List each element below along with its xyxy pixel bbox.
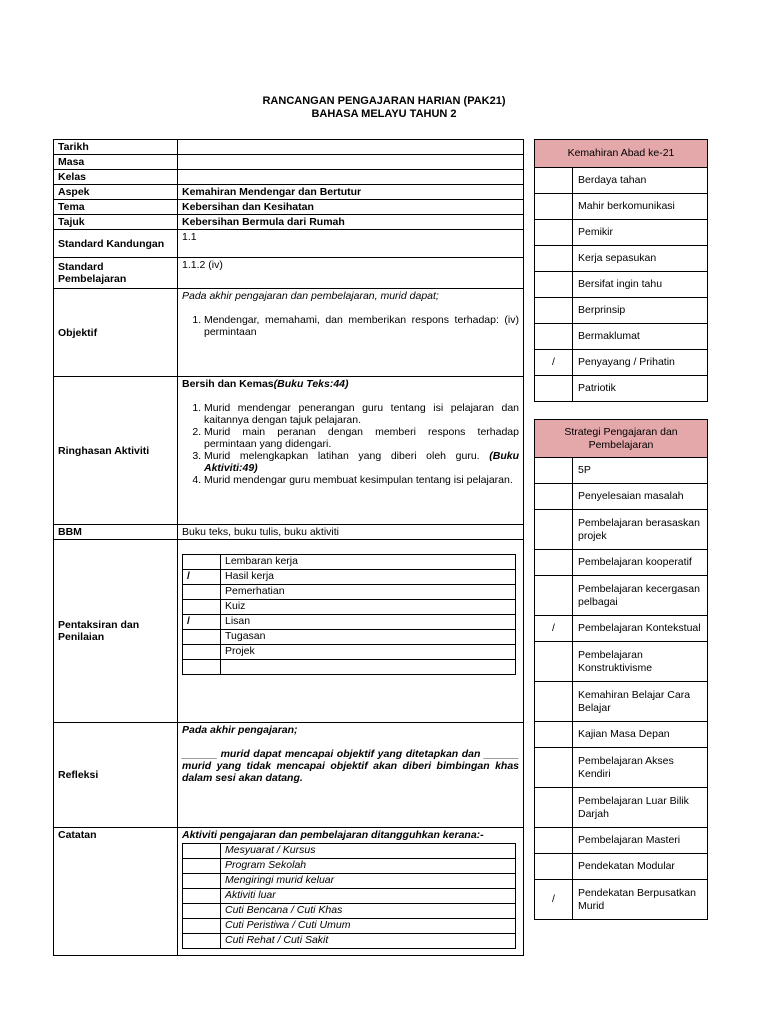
kemahiran-table xyxy=(534,139,708,402)
item-label: Pendekatan Berpusatkan Murid xyxy=(573,880,708,920)
check-mark xyxy=(535,682,573,722)
check-mark xyxy=(535,324,573,350)
check-mark: / xyxy=(183,570,221,585)
item-label: Penyayang / Prihatin xyxy=(573,350,708,376)
item-label: Mesyuarat / Kursus xyxy=(221,844,516,859)
catatan-checklist xyxy=(182,843,516,949)
pentaksiran-checklist xyxy=(182,554,516,675)
check-mark xyxy=(183,600,221,615)
catatan-row xyxy=(183,844,516,859)
check-mark xyxy=(535,376,573,402)
ringkasan-heading xyxy=(182,378,519,390)
standard-kandungan-label: Standard Kandungan xyxy=(54,230,178,258)
catatan-label: Catatan xyxy=(54,828,178,956)
item-label: Pembelajaran Luar Bilik Darjah xyxy=(573,788,708,828)
check-mark: / xyxy=(535,350,573,376)
kemahiran-row xyxy=(535,350,708,376)
kemahiran-header: Kemahiran Abad ke-21 xyxy=(535,140,708,168)
document-title: RANCANGAN PENGAJARAN HARIAN (PAK21) xyxy=(262,95,506,107)
ringkasan-item-ref: (Buku Aktiviti:49) xyxy=(204,450,520,474)
item-label: Pembelajaran Konstruktivisme xyxy=(573,642,708,682)
check-mark xyxy=(535,642,573,682)
tema-value: Kebersihan dan Kesihatan xyxy=(178,200,524,215)
check-mark xyxy=(183,630,221,645)
check-mark xyxy=(535,854,573,880)
check-mark xyxy=(183,919,221,934)
masa-value xyxy=(178,155,524,170)
check-mark xyxy=(535,550,573,576)
check-mark xyxy=(183,904,221,919)
pentaksiran-row xyxy=(183,570,516,585)
item-label: Program Sekolah xyxy=(221,859,516,874)
item-label: Berdaya tahan xyxy=(573,168,708,194)
check-mark xyxy=(183,934,221,949)
check-mark xyxy=(535,748,573,788)
kelas-label: Kelas xyxy=(54,170,178,185)
item-label: 5P xyxy=(573,458,708,484)
strategi-row xyxy=(535,880,708,920)
item-label: Projek xyxy=(221,645,516,660)
item-label: Kuiz xyxy=(221,600,516,615)
strategi-row xyxy=(535,788,708,828)
item-label: Penyelesaian masalah xyxy=(573,484,708,510)
item-label: Bersifat ingin tahu xyxy=(573,272,708,298)
item-label: Pembelajaran kecergasan pelbagai xyxy=(573,576,708,616)
catatan-row xyxy=(183,874,516,889)
check-mark xyxy=(535,246,573,272)
item-label: Kerja sepasukan xyxy=(573,246,708,272)
item-label: Aktiviti luar xyxy=(221,889,516,904)
kemahiran-row xyxy=(535,376,708,402)
catatan-intro: Aktiviti pengajaran dan pembelajaran ditangguhkan kerana:- xyxy=(182,829,484,841)
pentaksiran-row xyxy=(183,615,516,630)
ringkasan-item-text: Murid melengkapkan latihan yang diberi oleh guru. xyxy=(204,450,480,462)
check-mark xyxy=(535,722,573,748)
standard-pembelajaran-value: 1.1.2 (iv) xyxy=(178,258,524,289)
refleksi-label: Refleksi xyxy=(54,723,178,828)
catatan-row xyxy=(183,859,516,874)
pentaksiran-row xyxy=(183,585,516,600)
kemahiran-row xyxy=(535,194,708,220)
check-mark xyxy=(183,555,221,570)
strategi-row xyxy=(535,458,708,484)
bbm-value: Buku teks, buku tulis, buku aktiviti xyxy=(178,525,524,540)
item-label: Tugasan xyxy=(221,630,516,645)
strategi-row xyxy=(535,722,708,748)
ringkasan-content xyxy=(178,377,524,525)
check-mark xyxy=(183,889,221,904)
pentaksiran-content xyxy=(178,540,524,723)
check-mark xyxy=(535,272,573,298)
catatan-row xyxy=(183,934,516,949)
aspek-value: Kemahiran Mendengar dan Bertutur xyxy=(178,185,524,200)
kemahiran-row xyxy=(535,324,708,350)
item-label: Cuti Rehat / Cuti Sakit xyxy=(221,934,516,949)
item-label: Cuti Peristiwa / Cuti Umum xyxy=(221,919,516,934)
check-mark xyxy=(535,788,573,828)
pentaksiran-row xyxy=(183,645,516,660)
check-mark xyxy=(535,828,573,854)
strategi-table xyxy=(534,419,708,920)
item-label: Berprinsip xyxy=(573,298,708,324)
item-label xyxy=(221,660,516,675)
item-label: Lembaran kerja xyxy=(221,555,516,570)
item-label: Kajian Masa Depan xyxy=(573,722,708,748)
strategi-row xyxy=(535,510,708,550)
check-mark xyxy=(535,168,573,194)
ringkasan-item: 2. Murid main peranan dengan memberi respons terhadap permintaan yang didengari. xyxy=(204,426,519,450)
item-label: Pembelajaran Kontekstual xyxy=(573,616,708,642)
strategi-row xyxy=(535,616,708,642)
objektif-list xyxy=(182,314,519,338)
check-mark xyxy=(535,510,573,550)
check-mark: / xyxy=(535,880,573,920)
pentaksiran-row xyxy=(183,555,516,570)
kelas-value xyxy=(178,170,524,185)
kemahiran-row xyxy=(535,246,708,272)
objektif-intro: Pada akhir pengajaran dan pembelajaran, murid dapat; xyxy=(182,290,439,302)
kemahiran-row xyxy=(535,220,708,246)
item-label: Pembelajaran Masteri xyxy=(573,828,708,854)
check-mark xyxy=(535,484,573,510)
strategi-header: Strategi Pengajaran dan Pembelajaran xyxy=(535,420,708,458)
lesson-plan-table xyxy=(53,139,524,956)
item-label: Patriotik xyxy=(573,376,708,402)
standard-kandungan-value: 1.1 xyxy=(178,230,524,258)
ringkasan-item: 4. Murid mendengar guru membuat kesimpulan tentang isi pelajaran. xyxy=(204,474,519,486)
tajuk-value: Kebersihan Bermula dari Rumah xyxy=(178,215,524,230)
ringkasan-list xyxy=(182,402,519,486)
item-label: Pemerhatian xyxy=(221,585,516,600)
check-mark: / xyxy=(535,616,573,642)
check-mark xyxy=(535,298,573,324)
check-mark xyxy=(535,194,573,220)
item-label: Lisan xyxy=(221,615,516,630)
item-label: Pemikir xyxy=(573,220,708,246)
objektif-label: Objektif xyxy=(54,289,178,377)
aspek-label: Aspek xyxy=(54,185,178,200)
ringkasan-item: 1. Murid mendengar penerangan guru tentang isi pelajaran dan kaitannya dengan tajuk pelajaran. xyxy=(204,402,519,426)
refleksi-intro: Pada akhir pengajaran; xyxy=(182,724,298,736)
catatan-content xyxy=(178,828,524,956)
masa-label: Masa xyxy=(54,155,178,170)
strategi-row xyxy=(535,550,708,576)
ringkasan-item xyxy=(204,450,519,474)
catatan-row xyxy=(183,904,516,919)
pentaksiran-row xyxy=(183,630,516,645)
ringkasan-heading-text: Bersih dan Kemas xyxy=(182,378,274,390)
item-label: Mengiringi murid keluar xyxy=(221,874,516,889)
ringkasan-label: Ringhasan Aktiviti xyxy=(54,377,178,525)
item-label: Kemahiran Belajar Cara Belajar xyxy=(573,682,708,722)
pentaksiran-label: Pentaksiran dan Penilaian xyxy=(54,540,178,723)
item-label: Pembelajaran Akses Kendiri xyxy=(573,748,708,788)
item-label: Pembelajaran berasaskan projek xyxy=(573,510,708,550)
check-mark xyxy=(535,220,573,246)
item-label: Pendekatan Modular xyxy=(573,854,708,880)
strategi-row xyxy=(535,642,708,682)
kemahiran-row xyxy=(535,272,708,298)
strategi-row xyxy=(535,854,708,880)
strategi-row xyxy=(535,748,708,788)
pentaksiran-row xyxy=(183,660,516,675)
check-mark xyxy=(535,458,573,484)
tema-label: Tema xyxy=(54,200,178,215)
pentaksiran-row xyxy=(183,600,516,615)
standard-pembelajaran-label: Standard Pembelajaran xyxy=(54,258,178,289)
item-label: Pembelajaran kooperatif xyxy=(573,550,708,576)
check-mark xyxy=(183,585,221,600)
strategi-row xyxy=(535,484,708,510)
catatan-row xyxy=(183,889,516,904)
item-label: Cuti Bencana / Cuti Khas xyxy=(221,904,516,919)
document-subtitle: BAHASA MELAYU TAHUN 2 xyxy=(311,108,457,120)
tajuk-label: Tajuk xyxy=(54,215,178,230)
check-mark xyxy=(183,660,221,675)
objektif-content xyxy=(178,289,524,377)
kemahiran-row xyxy=(535,168,708,194)
refleksi-body: ______ murid dapat mencapai objektif yang ditetapkan dan ______ murid yang tidak mencapai objektif akan diberi bimbingan khas dalam sesi akan datang. xyxy=(182,748,519,784)
check-mark xyxy=(183,844,221,859)
check-mark: / xyxy=(183,615,221,630)
strategi-row xyxy=(535,682,708,722)
objektif-item: 1. Mendengar, memahami, dan memberikan respons terhadap: (iv) permintaan xyxy=(204,314,519,338)
kemahiran-row xyxy=(535,298,708,324)
check-mark xyxy=(183,859,221,874)
check-mark xyxy=(535,576,573,616)
catatan-row xyxy=(183,919,516,934)
bbm-label: BBM xyxy=(54,525,178,540)
item-label: Mahir berkomunikasi xyxy=(573,194,708,220)
refleksi-content xyxy=(178,723,524,828)
strategi-row xyxy=(535,576,708,616)
check-mark xyxy=(183,874,221,889)
ringkasan-heading-ref: (Buku Teks:44) xyxy=(273,378,349,390)
strategi-row xyxy=(535,828,708,854)
tarikh-value xyxy=(178,140,524,155)
tarikh-label: Tarikh xyxy=(54,140,178,155)
check-mark xyxy=(183,645,221,660)
item-label: Hasil kerja xyxy=(221,570,516,585)
item-label: Bermaklumat xyxy=(573,324,708,350)
